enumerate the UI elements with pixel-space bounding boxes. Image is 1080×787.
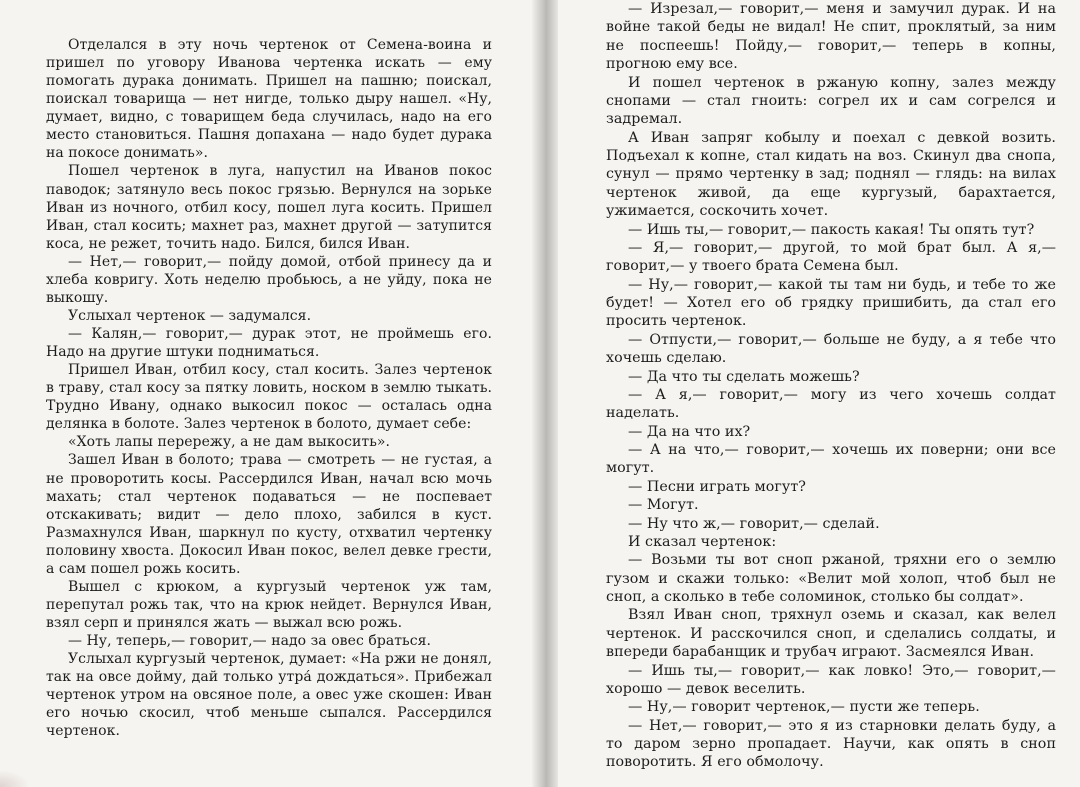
paragraph: И сказал чертенок: (628, 533, 777, 550)
paragraph: — Возьми ты вот сноп ржаной, тряхни его о землю гузом и скажи только: «Велит мой холоп, чтоб был не сноп, а сколько в тебе соломинок, столько бы солдат». (606, 552, 1056, 605)
paragraph: Услыхал кургузый чертенок, думает: «На ржи не донял, так на овсе дойму, дай только утра́ дождаться». Прибежал чертенок утром на овсяное поле, а овес уже скошен: Иван его ночью скосил, чтоб меньше сыпался. Рассердился чертенок. (46, 651, 492, 740)
paragraph: — Отпусти,— говорит,— больше не буду, а я тебе что хочешь сделаю. (606, 331, 1056, 367)
paragraph: — Ну что ж,— говорит,— сделай. (628, 515, 880, 532)
paragraph: — Ишь ты,— говорит,— пакость какая! Ты опять тут? (628, 221, 1035, 238)
paragraph: — Ну,— говорит,— какой ты там ни будь, и тебе то же будет! — Хотел его об грядку пришибить, да стал его просить чертенок. (606, 276, 1056, 330)
page-stain (0, 770, 30, 787)
paragraph: — Я,— говорит,— другой, то мой брат был. А я,— говорит,— у твоего брата Семена был. (606, 239, 1056, 275)
right-page (558, 0, 1080, 787)
paragraph: Зашел Иван в болото; трава — смотреть — не густая, а не проворотить косы. Рассердился Иван, начал всю мочь махать; стал чертенок подаваться — не поспевает отскакивать; видит — дело плохо, забился в куст. Размахнулся Иван, шаркнул по кусту, отхватил чертенку половину хвоста. Докосил Иван покос, велел девке грести, а сам пошел рожь косить. (46, 452, 492, 577)
left-page (0, 0, 532, 787)
paragraph: — Ишь ты,— говорит,— как ловко! Это,— говорит,— хорошо — девок веселить. (606, 662, 1056, 697)
paragraph: Отделался в эту ночь чертенок от Семена-воина и пришел по уговору Иванова чертенка искать — ему помогать дурака донимать. Пришел на пашню; поискал, поискал товарища — нет нигде, только дыру нашел. «Ну, думает, видно, с товарищем беда случилась, надо на его место становиться. Пашня допахана — надо будет дурака на покосе донимать». (46, 37, 492, 162)
paragraph: А Иван запряг кобылу и поехал с девкой возить. Подъехал к копне, стал кидать на воз. Скинул два снопа, сунул — прямо чертенку в зад; поднял — глядь: на вилах чертенок живой, да еще кургузый, барахтается, ужимается, соскочить хочет. (606, 129, 1056, 220)
paragraph: — Да на что их? (628, 423, 751, 440)
paragraph: И пошел чертенок в ржаную копну, залез между снопами — стал гноить: согрел их и сам согрелся и задремал. (606, 74, 1056, 128)
left-page-text (46, 36, 492, 740)
paragraph: — Нет,— говорит,— пойду домой, отбой принесу да и хлеба ковригу. Хоть неделю пробьюсь, а не уйду, пока не выкошу. (46, 253, 492, 306)
paragraph: — Ну, теперь,— говорит,— надо за овес браться. (68, 633, 431, 650)
paragraph: — Калян,— говорит,— дурак этот, не проймешь его. Надо на другие штуки подниматься. (46, 326, 492, 361)
paragraph: — Ну,— говорит чертенок,— пусти же теперь. (628, 699, 980, 716)
paragraph: — Могут. (628, 497, 699, 514)
paragraph: — Нет,— говорит,— это я из старновки делать буду, а то даром зерно пропадает. Научи, как опять в сноп поворотить. Я его обмолочу. (606, 717, 1056, 771)
paragraph: Пришел Иван, отбил косу, стал косить. Залез чертенок в траву, стал косу за пятку ловить, носком в землю тыкать. Трудно Ивану, однако выкосил покос — осталась одна делянка в болоте. Залез чертенок в болото, думает себе: (46, 362, 492, 433)
paragraph: Вышел с крюком, а кургузый чертенок уж там, перепутал рожь так, что на крюк нейдет. Вернулся Иван, взял серп и принялся жать — выжал всю рожь. (46, 578, 492, 631)
paragraph: — А на что,— говорит,— хочешь их поверни; они все могут. (606, 442, 1056, 477)
paragraph: — Изрезал,— говорит,— меня и замучил дурак. И на войне такой беды не видал! Не спит, проклятый, за ним не поспеешь! Пойду,— говорит,— теперь в копны, прогною ему все. (606, 1, 1056, 73)
book-gutter (532, 0, 558, 787)
right-page-text (606, 0, 1056, 772)
paragraph: — Да что ты сделать можешь? (628, 368, 860, 385)
paragraph: Взял Иван сноп, тряхнул оземь и сказал, как велел чертенок. И расскочился сноп, и сделались солдаты, и впереди барабанщик и трубач играют. Засмеялся Иван. (606, 607, 1056, 661)
paragraph: Услыхал чертенок — задумался. (68, 307, 312, 324)
paragraph: «Хоть лапы перережу, а не дам выкосить». (68, 434, 390, 451)
paragraph: — А я,— говорит,— могу из чего хочешь солдат наделать. (606, 386, 1056, 422)
paragraph: Пошел чертенок в луга, напустил на Иванов покос паводок; затянуло весь покос грязью. Вернулся на зорьке Иван из ночного, отбил косу, пошел луга косить. Пришел Иван, стал косить; махнет раз, махнет другой — затупится коса, не режет, точить надо. Бился, бился Иван. (46, 163, 492, 252)
paragraph: — Песни играть могут? (628, 478, 806, 495)
